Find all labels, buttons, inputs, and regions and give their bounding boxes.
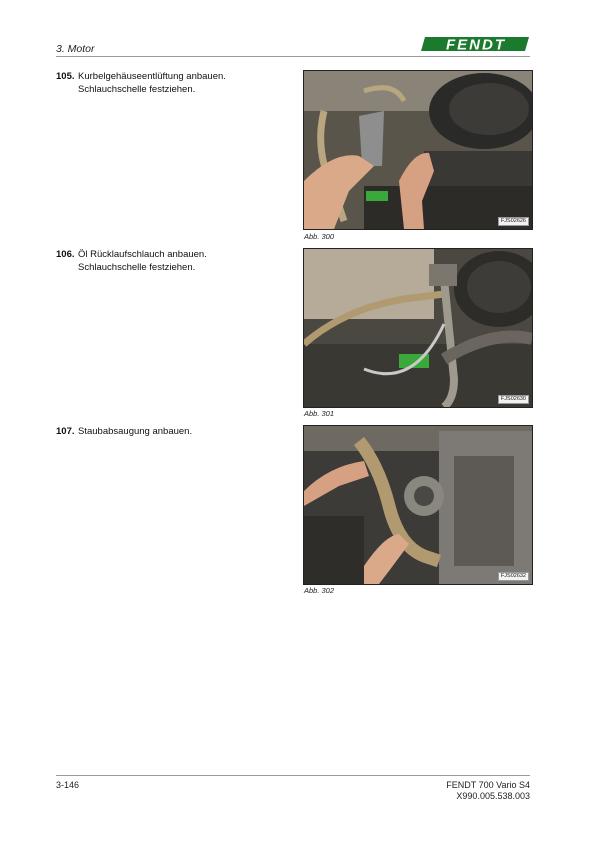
fendt-logo <box>421 33 531 55</box>
step-105 <box>56 70 286 96</box>
step-text: Öl Rücklaufschlauch anbauen. <box>78 249 207 260</box>
step-subtext: Schlauchschelle festziehen. <box>78 84 196 95</box>
figure-code: FJS02632 <box>498 572 529 581</box>
figure-caption: Abb. 301 <box>304 409 335 418</box>
step-number: 107. <box>56 426 75 437</box>
footer-rule <box>56 775 530 776</box>
step-106 <box>56 248 286 274</box>
figure-caption: Abb. 300 <box>304 232 335 241</box>
svg-text:FENDT: FENDT <box>446 36 506 54</box>
footer-document-info <box>446 780 530 802</box>
step-number: 105. <box>56 71 75 82</box>
figure-301-photo <box>303 248 533 408</box>
header-rule <box>56 56 530 57</box>
figure-300-photo <box>303 70 533 230</box>
model-name: FENDT 700 Vario S4 <box>446 780 530 790</box>
step-107 <box>56 425 286 438</box>
figure-code: FJS02630 <box>498 395 529 404</box>
figure-caption: Abb. 302 <box>304 586 335 595</box>
figure-302-photo <box>303 425 533 585</box>
figure-code: FJS02626 <box>498 217 529 226</box>
section-title: 3. Motor <box>56 43 95 55</box>
step-text: Staubabsaugung anbauen. <box>78 426 193 437</box>
document-number: X990.005.538.003 <box>456 791 530 801</box>
step-subtext: Schlauchschelle festziehen. <box>78 262 196 273</box>
step-text: Kurbelgehäuseentlüftung anbauen. <box>78 71 226 82</box>
step-number: 106. <box>56 249 75 260</box>
page-number: 3-146 <box>56 780 80 790</box>
